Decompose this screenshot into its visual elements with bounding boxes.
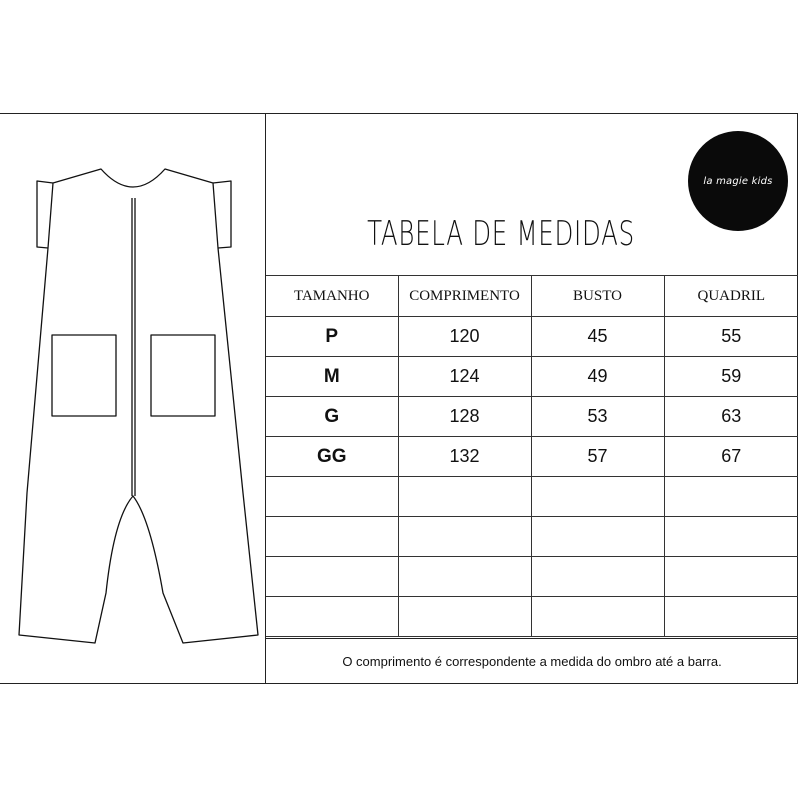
table-row — [266, 357, 798, 397]
left-pocket — [52, 335, 116, 416]
cell-comprimento — [398, 517, 531, 557]
table-row-empty — [266, 597, 798, 637]
cell-size — [266, 557, 398, 597]
header-busto: BUSTO — [531, 276, 664, 317]
cell-comprimento — [398, 477, 531, 517]
footnote — [266, 638, 798, 684]
cell-size: G — [266, 397, 398, 437]
table-header-row — [266, 276, 798, 317]
header-comprimento: COMPRIMENTO — [398, 276, 531, 317]
header-tamanho: TAMANHO — [266, 276, 398, 317]
cell-busto: 57 — [531, 437, 664, 477]
brand-logo-text: la magie kids — [703, 175, 773, 187]
cell-quadril: 55 — [664, 317, 798, 357]
table-row-empty — [266, 557, 798, 597]
table-row — [266, 437, 798, 477]
cell-quadril: 67 — [664, 437, 798, 477]
cell-size — [266, 517, 398, 557]
cell-quadril — [664, 477, 798, 517]
right-pocket — [151, 335, 215, 416]
cell-size: GG — [266, 437, 398, 477]
cell-quadril — [664, 597, 798, 637]
page-title: TABELA DE MEDIDAS — [367, 214, 635, 254]
size-table — [266, 275, 798, 637]
jumpsuit-technical-drawing — [0, 113, 265, 684]
table-row — [266, 317, 798, 357]
cell-comprimento: 132 — [398, 437, 531, 477]
brand-logo — [688, 131, 788, 231]
cell-comprimento: 120 — [398, 317, 531, 357]
cell-busto — [531, 517, 664, 557]
center-zipper — [132, 198, 135, 496]
table-row-empty — [266, 517, 798, 557]
cell-busto — [531, 477, 664, 517]
footnote-text: O comprimento é correspondente a medida do ombro até a barra. — [342, 654, 722, 669]
cell-busto — [531, 557, 664, 597]
cell-busto: 53 — [531, 397, 664, 437]
cell-busto — [531, 597, 664, 637]
cell-size — [266, 477, 398, 517]
cell-size: P — [266, 317, 398, 357]
cell-busto: 49 — [531, 357, 664, 397]
cell-comprimento — [398, 557, 531, 597]
table-row-empty — [266, 477, 798, 517]
cell-comprimento: 128 — [398, 397, 531, 437]
cell-size: M — [266, 357, 398, 397]
jumpsuit-outline — [19, 169, 258, 643]
cell-quadril — [664, 517, 798, 557]
cell-quadril: 63 — [664, 397, 798, 437]
cell-busto: 45 — [531, 317, 664, 357]
table-row — [266, 397, 798, 437]
header-quadril: QUADRIL — [664, 276, 798, 317]
cell-quadril: 59 — [664, 357, 798, 397]
cell-comprimento — [398, 597, 531, 637]
cell-size — [266, 597, 398, 637]
cell-comprimento: 124 — [398, 357, 531, 397]
cell-quadril — [664, 557, 798, 597]
